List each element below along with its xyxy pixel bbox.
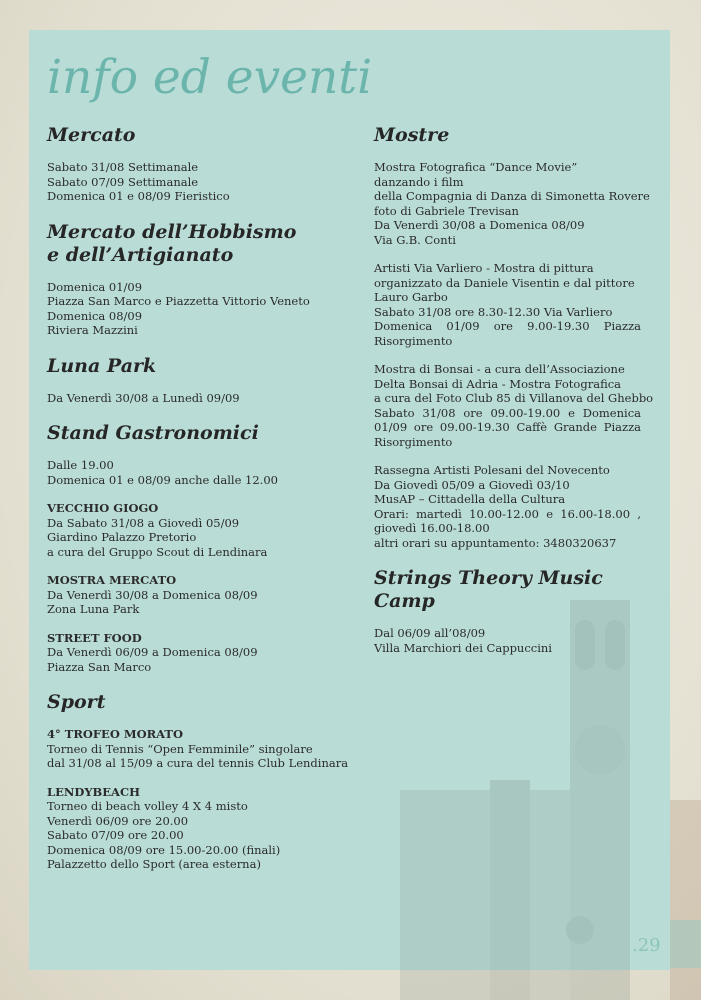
left-column [47,124,349,872]
luna-park-heading: Luna Park [47,354,157,377]
strings-heading: Strings Theory Music Camp [374,567,603,612]
street-food [47,631,337,675]
mercato-heading: Mercato [47,124,136,146]
dance-movie-line: Da Venerdì 30/08 a Domenica 08/09 [374,218,585,232]
varliero-line: organizzato da Daniele Visentin e dal pittore [374,275,635,290]
lendybeach [47,785,337,872]
bonsai-line: a cura del Foto Club 85 di Villanova del Ghebbo [374,391,654,405]
hobbismo-text [47,280,337,338]
dance-movie-line: Via G.B. Conti [374,232,456,247]
varliero-line: Lauro Garbo [374,290,448,304]
mostre-heading: Mostre [374,124,450,146]
page-title: info ed eventi [47,50,373,105]
rassegna-line: Orari: martedì 10.00-12.00 e 16.00-18.00 , giovedì 16.00-18.00 [374,506,641,535]
rassegna-line: altri orari su appuntamento: 3480320637 [374,535,617,550]
street-food-line: Da Venerdì 06/09 a Domenica 08/09 [47,645,258,659]
vecchio-giogo [47,501,337,559]
hobbismo-line: Riviera Mazzini [47,323,138,337]
lendybeach-name: LENDYBEACH [47,784,140,799]
luna-park-text [47,391,337,406]
vecchio-giogo-line: Da Sabato 31/08 a Giovedì 05/09 [47,515,240,530]
mostra-mercato-line: Zona Luna Park [47,602,140,616]
varliero-line: Domenica 01/09 ore 9.00-19.30 Piazza Risorgimento [374,319,641,348]
bonsai-line: Sabato 31/08 ore 09.00-19.00 e Domenica 01/09 ore 09.00-19.30 Caffè Grande Piazza Risorgimento [374,405,641,449]
stand-line: Dalle 19.00 [47,458,114,472]
mercato-text [47,160,337,204]
mostra-mercato-name: MOSTRA MERCATO [47,573,177,587]
artisti-varliero [374,261,641,348]
dance-movie-line: foto di Gabriele Trevisan [374,203,519,218]
rassegna-artisti [374,463,641,550]
vecchio-giogo-name: VECCHIO GIOGO [47,501,159,515]
lendybeach-line: Domenica 08/09 ore 15.00-20.00 (finali) [47,842,281,857]
right-column [374,124,654,655]
vecchio-giogo-line: a cura del Gruppo Scout di Lendinara [47,544,268,559]
trofeo-morato [47,727,349,771]
strings-text [374,626,641,655]
mercato-line: Sabato 07/09 Settimanale [47,174,199,189]
strings-line: Villa Marchiori dei Cappuccini [374,640,552,655]
hobbismo-heading-line2: e dell’Artigianato [47,243,234,266]
mercato-line: Domenica 01 e 08/09 Fieristico [47,189,230,203]
stand-intro [47,458,337,487]
hobbismo-line: Piazza San Marco e Piazzetta Vittorio Veneto [47,294,310,308]
page-number: .29 [632,935,661,956]
strings-line: Dal 06/09 all’08/09 [374,626,486,640]
hobbismo-heading-line1: Mercato dell’Hobbismo [47,220,297,243]
dance-movie-line: danzando i film [374,174,464,189]
rassegna-line: Rassegna Artisti Polesani del Novecento [374,463,610,477]
mostra-mercato [47,573,337,617]
rassegna-line: Da Giovedì 05/09 a Giovedì 03/10 [374,477,570,492]
luna-park-line: Da Venerdì 30/08 a Lunedì 09/09 [47,390,240,405]
street-food-line: Piazza San Marco [47,659,152,674]
dance-movie-line: della Compagnia di Danza di Simonetta Rovere [374,189,650,203]
bonsai-line: Delta Bonsai di Adria - Mostra Fotografica [374,376,622,391]
bonsai-line: Mostra di Bonsai - a cura dell’Associazione [374,362,625,376]
mostra-mercato-line: Da Venerdì 30/08 a Domenica 08/09 [47,587,258,602]
varliero-line: Artisti Via Varliero - Mostra di pittura [374,261,594,275]
street-food-name: STREET FOOD [47,630,142,645]
mercato-line: Sabato 31/08 Settimanale [47,160,199,174]
hobbismo-line: Domenica 01/09 [47,279,143,294]
trofeo-morato-line: Torneo di Tennis “Open Femminile” singolare [47,741,313,756]
hobbismo-heading [47,221,337,267]
varliero-line: Sabato 31/08 ore 8.30-12.30 Via Varliero [374,304,613,319]
stand-heading: Stand Gastronomici [47,422,259,444]
mostra-bonsai [374,362,654,449]
lendybeach-line: Torneo di beach volley 4 X 4 misto [47,799,248,813]
trofeo-morato-line: dal 31/08 al 15/09 a cura del tennis Club Lendinara [47,756,349,770]
lendybeach-line: Palazzetto dello Sport (area esterna) [47,857,261,871]
stand-line: Domenica 01 e 08/09 anche dalle 12.00 [47,472,278,487]
dance-movie-line: Mostra Fotografica “Dance Movie” [374,160,578,174]
dance-movie [374,160,650,247]
lendybeach-line: Sabato 07/09 ore 20.00 [47,828,184,842]
rassegna-line: MusAP – Cittadella della Cultura [374,492,566,506]
vecchio-giogo-line: Giardino Palazzo Pretorio [47,530,197,544]
lendybeach-line: Venerdì 06/09 ore 20.00 [47,813,189,828]
hobbismo-line: Domenica 08/09 [47,308,143,323]
sport-heading: Sport [47,691,106,713]
trofeo-morato-name: 4° TROFEO MORATO [47,727,184,741]
